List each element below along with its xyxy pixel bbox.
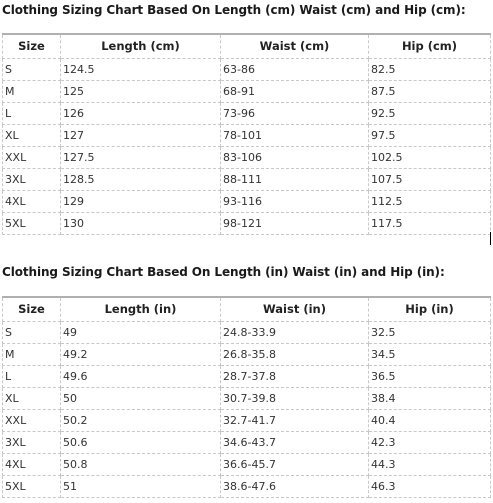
hip-cell: 46.3 bbox=[369, 476, 491, 498]
length-cell: 50.8 bbox=[61, 454, 221, 476]
waist-cell: 78-101 bbox=[221, 125, 369, 147]
length-cell: 127.5 bbox=[61, 147, 221, 169]
size-cell: 3XL bbox=[3, 432, 61, 454]
table-row bbox=[3, 125, 491, 147]
size-cell: 5XL bbox=[3, 476, 61, 498]
hip-cell: 44.3 bbox=[369, 454, 491, 476]
length-column-header: Length (cm) bbox=[61, 34, 221, 59]
size-cell: XL bbox=[3, 125, 61, 147]
size-cell: S bbox=[3, 322, 61, 344]
length-cell: 128.5 bbox=[61, 169, 221, 191]
hip-cell: 40.4 bbox=[369, 410, 491, 432]
length-cell: 50 bbox=[61, 388, 221, 410]
table-row bbox=[3, 388, 491, 410]
table-header-row bbox=[3, 297, 491, 322]
length-cell: 49.2 bbox=[61, 344, 221, 366]
cm-chart-title: Clothing Sizing Chart Based On Length (cm) Waist (cm) and Hip (cm): bbox=[2, 3, 466, 17]
size-column-header: Size bbox=[3, 34, 61, 59]
table-row bbox=[3, 344, 491, 366]
table-header-row bbox=[3, 34, 491, 59]
length-cell: 125 bbox=[61, 81, 221, 103]
length-cell: 51 bbox=[61, 476, 221, 498]
waist-cell: 98-121 bbox=[221, 213, 369, 235]
size-cell: 4XL bbox=[3, 454, 61, 476]
size-column-header: Size bbox=[3, 297, 61, 322]
table-row bbox=[3, 147, 491, 169]
table-row bbox=[3, 366, 491, 388]
length-cell: 49.6 bbox=[61, 366, 221, 388]
table-row bbox=[3, 191, 491, 213]
length-column-header: Length (in) bbox=[61, 297, 221, 322]
waist-cell: 38.6-47.6 bbox=[221, 476, 369, 498]
size-cell: M bbox=[3, 81, 61, 103]
table-row bbox=[3, 81, 491, 103]
table-row bbox=[3, 410, 491, 432]
hip-cell: 97.5 bbox=[369, 125, 491, 147]
hip-cell: 102.5 bbox=[369, 147, 491, 169]
waist-cell: 63-86 bbox=[221, 59, 369, 81]
cm-size-table bbox=[2, 33, 491, 235]
length-cell: 50.6 bbox=[61, 432, 221, 454]
hip-column-header: Hip (cm) bbox=[369, 34, 491, 59]
waist-column-header: Waist (cm) bbox=[221, 34, 369, 59]
hip-cell: 36.5 bbox=[369, 366, 491, 388]
table-row bbox=[3, 213, 491, 235]
hip-cell: 92.5 bbox=[369, 103, 491, 125]
waist-cell: 93-116 bbox=[221, 191, 369, 213]
text-cursor bbox=[490, 232, 491, 245]
hip-cell: 42.3 bbox=[369, 432, 491, 454]
waist-cell: 26.8-35.8 bbox=[221, 344, 369, 366]
waist-cell: 24.8-33.9 bbox=[221, 322, 369, 344]
table-row bbox=[3, 476, 491, 498]
length-cell: 124.5 bbox=[61, 59, 221, 81]
length-cell: 49 bbox=[61, 322, 221, 344]
in-chart-title: Clothing Sizing Chart Based On Length (in) Waist (in) and Hip (in): bbox=[2, 265, 445, 279]
waist-column-header: Waist (in) bbox=[221, 297, 369, 322]
length-cell: 126 bbox=[61, 103, 221, 125]
hip-cell: 117.5 bbox=[369, 213, 491, 235]
table-row bbox=[3, 169, 491, 191]
table-row bbox=[3, 432, 491, 454]
length-cell: 50.2 bbox=[61, 410, 221, 432]
table-row bbox=[3, 322, 491, 344]
size-cell: XXL bbox=[3, 410, 61, 432]
size-cell: L bbox=[3, 366, 61, 388]
hip-cell: 32.5 bbox=[369, 322, 491, 344]
length-cell: 130 bbox=[61, 213, 221, 235]
waist-cell: 30.7-39.8 bbox=[221, 388, 369, 410]
hip-cell: 82.5 bbox=[369, 59, 491, 81]
waist-cell: 32.7-41.7 bbox=[221, 410, 369, 432]
size-cell: XL bbox=[3, 388, 61, 410]
waist-cell: 83-106 bbox=[221, 147, 369, 169]
hip-cell: 34.5 bbox=[369, 344, 491, 366]
waist-cell: 88-111 bbox=[221, 169, 369, 191]
waist-cell: 34.6-43.7 bbox=[221, 432, 369, 454]
hip-cell: 107.5 bbox=[369, 169, 491, 191]
waist-cell: 73-96 bbox=[221, 103, 369, 125]
size-cell: 5XL bbox=[3, 213, 61, 235]
table-row bbox=[3, 59, 491, 81]
in-size-table bbox=[2, 296, 491, 498]
size-cell: S bbox=[3, 59, 61, 81]
size-cell: 3XL bbox=[3, 169, 61, 191]
table-row bbox=[3, 103, 491, 125]
size-cell: XXL bbox=[3, 147, 61, 169]
waist-cell: 28.7-37.8 bbox=[221, 366, 369, 388]
length-cell: 129 bbox=[61, 191, 221, 213]
hip-column-header: Hip (in) bbox=[369, 297, 491, 322]
size-cell: 4XL bbox=[3, 191, 61, 213]
waist-cell: 36.6-45.7 bbox=[221, 454, 369, 476]
size-cell: M bbox=[3, 344, 61, 366]
size-cell: L bbox=[3, 103, 61, 125]
hip-cell: 112.5 bbox=[369, 191, 491, 213]
table-row bbox=[3, 454, 491, 476]
hip-cell: 38.4 bbox=[369, 388, 491, 410]
hip-cell: 87.5 bbox=[369, 81, 491, 103]
length-cell: 127 bbox=[61, 125, 221, 147]
waist-cell: 68-91 bbox=[221, 81, 369, 103]
